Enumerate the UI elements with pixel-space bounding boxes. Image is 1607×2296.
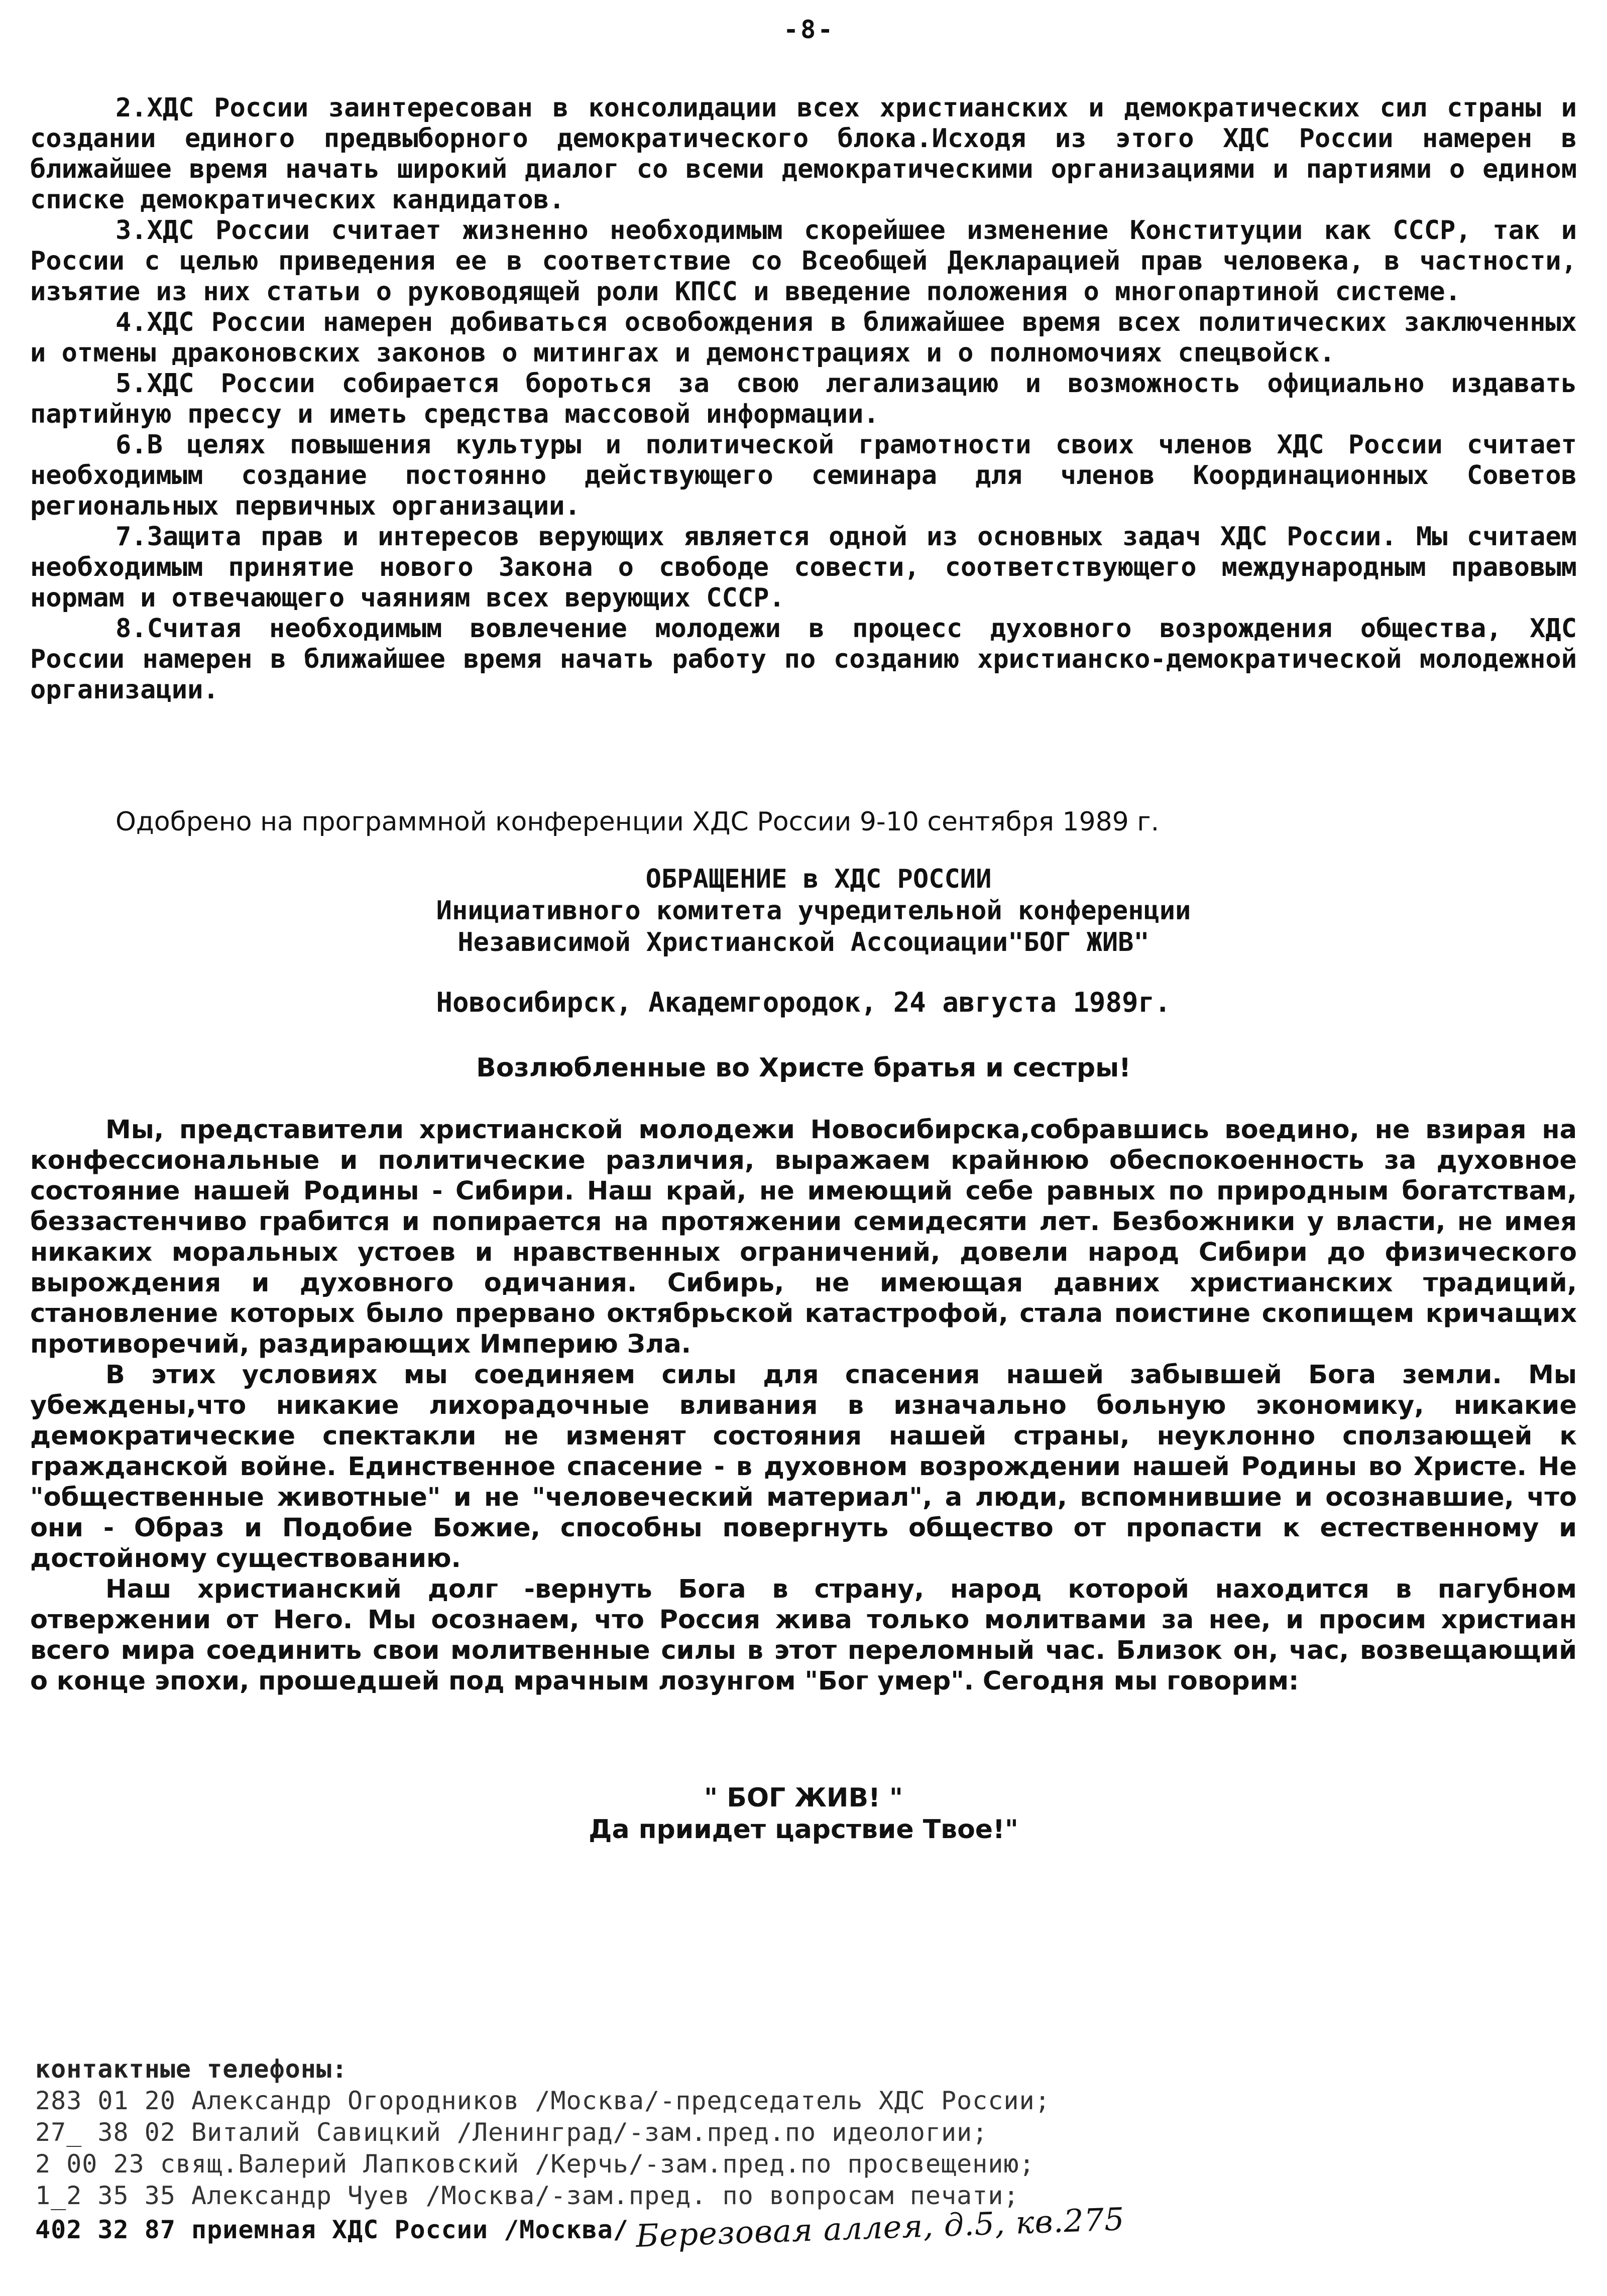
contact-line-typed: 402 32 87 приемная ХДС России /Москва/	[35, 2215, 629, 2244]
program-point-5: 5.ХДС России собирается бороться за свою легализацию и возможность официально издавать партийную прессу и иметь средства массовой информации.	[30, 369, 1577, 429]
program-point-4: 4.ХДС России намерен добиваться освобождения в ближайшее время всех политических заключенных и отмены драконовских законов о митингах и демонстрациях и о полномочиях спецвойск.	[30, 307, 1577, 368]
appeal-subtitle-committee: Инициативного комитета учредительной конференции	[436, 896, 1191, 926]
contact-line: 27_ 38 02 Виталий Савицкий /Ленинград/-зам.пред.по идеологии;	[35, 2118, 988, 2147]
contact-line	[35, 2201, 1572, 2254]
slogan-line-2: Да приидет царствие Твое!"	[589, 1815, 1018, 1845]
contact-line: 1_2 35 35 Александр Чуев /Москва/-зам.пред. по вопросам печати;	[35, 2181, 1019, 2210]
appeal-slogan	[0, 1782, 1607, 1846]
contacts-heading: контактные телефоны:	[35, 2055, 348, 2084]
appeal-greeting: Возлюбленные во Христе братья и сестры!	[476, 1053, 1131, 1083]
appeal-heading	[0, 864, 1607, 958]
appeal-place-date: Новосибирск, Академгородок, 24 августа 1989г.	[436, 987, 1171, 1018]
appeal-title: ОБРАЩЕНИЕ в ХДС РОССИИ	[645, 864, 992, 894]
appeal-paragraph: Наш христианский долг -вернуть Бога в страну, народ которой находится в пагубном отвержении от Него. Мы осознаем, что Россия жива только молитвами за нее, и просим христиан всего мира соединить свои молитвенные силы в этот переломный час. Близок он, час, возвещающий о конце эпохи, прошедшей под мрачным лозунгом "Бог умер". Сегодня мы говорим:	[30, 1575, 1577, 1696]
slogan-line-1: " БОГ ЖИВ! "	[704, 1783, 903, 1813]
program-point-8: 8.Считая необходимым вовлечение молодежи в процесс духовного возрождения общества, ХДС России намерен в ближайшее время начать работу по созданию христианско-демократической молодежной организации.	[30, 614, 1577, 705]
contact-line: 2 00 23 свящ.Валерий Лапковский /Керчь/-зам.пред.по просвещению;	[35, 2149, 1035, 2179]
program-point-2: 2.ХДС России заинтересован в консолидации всех христианских и демократических сил страны и создании единого предвыборного демократического блока.Исходя из этого ХДС России намерен в ближайшее время начать широкий диалог со всеми демократическими организациями и партиями о едином списке демократических кандидатов.	[30, 93, 1577, 215]
program-point-6: 6.В целях повышения культуры и политической грамотности своих членов ХДС России считает необходимым создание постоянно действующего семинара для членов Координационных Советов региональных первичных организации.	[30, 430, 1577, 521]
program-points	[30, 93, 1577, 705]
approval-note: Одобрено на программной конференции ХДС России 9-10 сентября 1989 г.	[116, 807, 1160, 837]
page-number: -8-	[783, 15, 835, 44]
handwritten-address: Березовая аллея, д.5, кв.275	[635, 2201, 1125, 2254]
program-point-7: 7.Защита прав и интересов верующих является одной из основных задач ХДС России. Мы считаем необходимым принятие нового Закона о свободе совести, соответствующего международным правовым нормам и отвечающего чаяниям всех верующих СССР.	[30, 522, 1577, 613]
appeal-paragraph: Мы, представители христианской молодежи Новосибирска,собравшись воедино, не взирая на конфессиональные и политические различия, выражаем крайнюю обеспокоенность за духовное состояние нашей Родины - Сибири. Наш край, не имеющий себе равных по природным богатствам, беззастенчиво грабится и попирается на протяжении семидесяти лет. Безбожники у власти, не имея никаких моральных устоев и нравственных ограничений, довели народ Сибири до физического вырождения и духовного одичания. Сибирь, не имеющая давних христианских традиций, становление которых было прервано октябрьской катастрофой, стала поистине скопищем кричащих противоречий, раздирающих Империю Зла.	[30, 1115, 1577, 1359]
appeal-subtitle-association: Независимой Христианской Ассоциации"БОГ ЖИВ"	[457, 927, 1150, 957]
contact-line: 283 01 20 Александр Огородников /Москва/-председатель ХДС России;	[35, 2086, 1051, 2115]
appeal-paragraph: В этих условиях мы соединяем силы для спасения нашей забывшей Бога земли. Мы убеждены,что никакие лихорадочные вливания в изначально больную экономику, никакие демократические спектакли не изменят состояния нашей страны, неуклонно сползающей к гражданской войне. Единственное спасение - в духовном возрождении нашей Родины во Христе. Не "общественные животные" и не "человеческий материал", а люди, вспомнившие и осознавшие, что они - Образ и Подобие Божие, способны повергнуть общество от пропасти к естественному и достойному существованию.	[30, 1360, 1577, 1574]
appeal-body	[30, 1115, 1577, 1697]
contact-phones	[35, 2053, 1572, 2254]
program-point-3: 3.ХДС России считает жизненно необходимым скорейшее изменение Конституции как СССР, так и России с целью приведения ее в соответствие со Всеобщей Декларацией прав человека, в частности, изъятие из них статьи о руководящей роли КПСС и введение положения о многопартиной системе.	[30, 215, 1577, 307]
